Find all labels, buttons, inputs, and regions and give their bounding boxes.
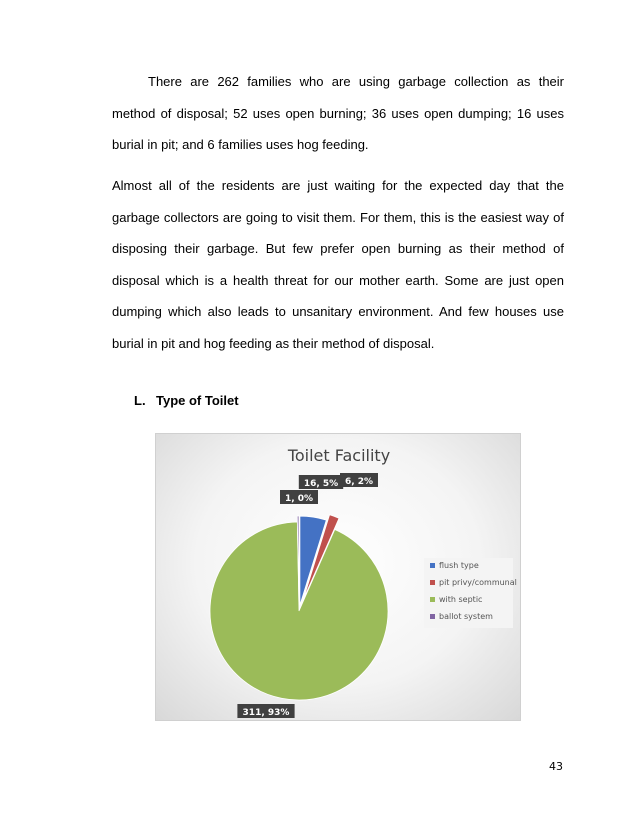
toilet-facility-chart (155, 433, 521, 721)
data-label-0 (299, 475, 343, 489)
data-label-text-0: 16, 5% (303, 479, 339, 489)
page-number: 43 (549, 760, 563, 773)
legend-label-0: flush type (439, 561, 479, 570)
legend-swatch-3 (430, 614, 435, 619)
chart-title: Toilet Facility (287, 446, 391, 465)
data-label-text-1: 6, 2% (344, 477, 374, 487)
data-label-1 (340, 473, 378, 487)
paragraph-residents-disposal: Almost all of the residents are just waiting for the expected day that the garbage collectors are going to visit them. For them, this is the easiest way of disposing their garbage. But few prefer open burning as their method of disposal which is a health threat for our mother earth. Some are just open dumping which also leads to unsanitary environment. And few houses use burial in pit and hog feeding as their method of disposal. (112, 178, 564, 351)
legend-swatch-1 (430, 580, 435, 585)
legend-swatch-0 (430, 563, 435, 568)
data-label-2 (237, 704, 294, 718)
legend-label-3: ballot system (439, 612, 493, 621)
data-label-text-3: 1, 0% (284, 494, 314, 504)
section-title: Type of Toilet (156, 393, 239, 408)
legend-swatch-2 (430, 597, 435, 602)
section-letter: L. (134, 393, 146, 408)
data-label-3 (280, 490, 318, 504)
data-label-text-2: 311, 93% (242, 708, 290, 718)
legend-label-1: pit privy/communal (439, 578, 517, 587)
paragraph-garbage-disposal: There are 262 families who are using garbage collection as their method of disposal; 52 uses open burning; 36 uses open dumping; 16 uses burial in pit; and 6 families uses hog feeding. (112, 74, 564, 152)
legend-label-2: with septic (439, 595, 483, 604)
pie-chart-svg (156, 434, 520, 720)
section-heading (134, 393, 239, 408)
